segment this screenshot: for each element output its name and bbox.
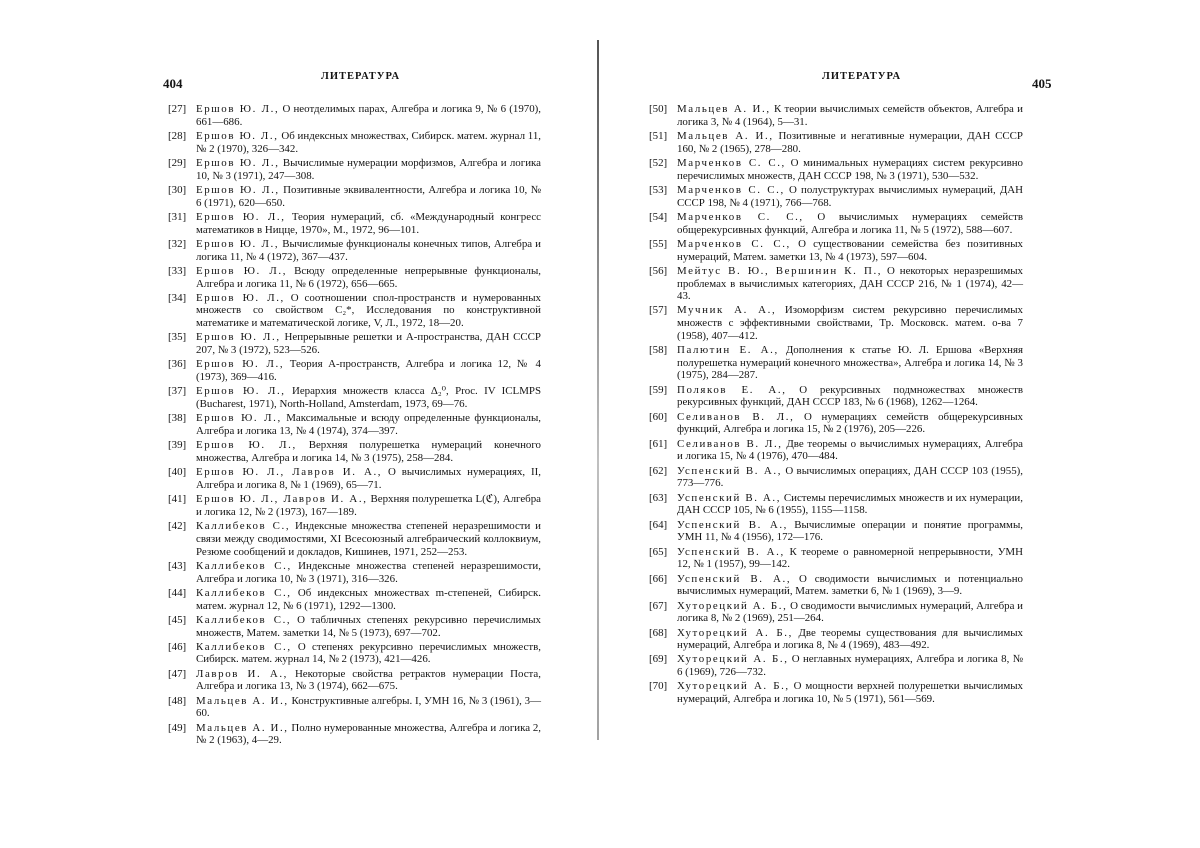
reference-number: [28] — [168, 129, 187, 142]
reference-entry — [168, 412, 541, 437]
reference-author: Ершов Ю. Л., — [196, 183, 280, 196]
reference-text: Две теоремы существования для вычислимых нумераций, Алгебра и логика 8, № 4 (1969), 483—492. — [677, 626, 1023, 652]
reference-number: [54] — [649, 210, 668, 223]
reference-number: [37] — [168, 385, 187, 398]
reference-entry — [168, 722, 541, 747]
reference-entry — [168, 331, 541, 356]
reference-entry — [649, 519, 1023, 544]
reference-text: О неотделимых парах, Алгебра и логика 9, № 6 (1970), 661—686. — [196, 103, 542, 128]
running-head: ЛИТЕРАТУРА — [321, 71, 401, 82]
reference-text: Индексные множества степеней неразрешимости, Алгебра и логика 10, № 3 (1971), 316—326. — [196, 559, 541, 585]
reference-author: Хуторецкий А. Б., — [677, 599, 788, 612]
reference-entry — [168, 238, 541, 263]
reference-text: К теореме о равномерной непрерывности, УМН 12, № 1 (1957), 99—142. — [677, 545, 1023, 571]
reference-author: Мальцев А. И., — [196, 721, 289, 734]
reference-entry — [168, 385, 541, 410]
reference-text: О соотношении спол-пространств и нумерованных множеств со свойством C₂*, Исследования по конструктивной математике и математической логике, V, Л., 1972, 18—20. — [196, 291, 541, 330]
reference-text: Дополнения к статье Ю. Л. Ершова «Верхняя полурешетка нумераций конечного множества», Алгебра и логика 14, № 3 (1975), 284—287. — [677, 344, 1023, 382]
reference-author: Ершов Ю. Л., — [196, 237, 280, 250]
reference-author: Марченков С. С., — [677, 156, 786, 169]
reference-text: О существовании семейства без позитивных нумераций, Матем. заметки 13, № 4 (1973), 597—604. — [677, 237, 1023, 263]
reference-author: Марченков С. С., — [677, 183, 785, 196]
reference-author: Мальцев А. И., — [677, 103, 771, 115]
reference-entry — [168, 695, 541, 720]
reference-author: Мальцев А. И., — [677, 129, 774, 142]
reference-text: Позитивные и негативные нумерации, ДАН СССР 160, № 2 (1965), 278—280. — [677, 129, 1023, 155]
reference-author: Ершов Ю. Л., — [196, 210, 286, 223]
reference-number: [50] — [649, 103, 668, 115]
reference-entry — [649, 465, 1023, 490]
reference-entry — [649, 103, 1023, 128]
reference-number: [49] — [168, 721, 187, 734]
reference-author: Хуторецкий А. Б., — [677, 626, 793, 639]
reference-text: О табличных степенях рекурсивно перечислимых множеств, Матем. заметки 14, № 5 (1973), 697—702. — [196, 613, 541, 639]
reference-number: [52] — [649, 156, 668, 169]
reference-text: О неглавных нумерациях, Алгебра и логика 8, № 6 (1969), 726—732. — [677, 653, 1023, 679]
reference-author: Ершов Ю. Л., Лавров И. А., — [196, 466, 383, 479]
reference-entry — [649, 184, 1023, 209]
reference-author: Каллибеков С., — [196, 586, 292, 599]
reference-entry — [649, 573, 1023, 598]
right-page — [600, 0, 1200, 848]
reference-number: [35] — [168, 331, 187, 344]
reference-author: Ершов Ю. Л., — [196, 291, 285, 304]
reference-number: [29] — [168, 156, 187, 169]
reference-number: [33] — [168, 264, 187, 277]
reference-author: Хуторецкий А. Б., — [677, 680, 790, 693]
reference-text: О рекурсивных подмножествах множеств рекурсивных функций, ДАН СССР 183, № 6 (1968), 1262—1264. — [677, 383, 1023, 409]
reference-number: [59] — [649, 383, 668, 396]
reference-text: О вычислимых нумерациях, II, Алгебра и логика 8, № 1 (1969), 65—71. — [196, 466, 541, 491]
reference-author: Успенский В. А., — [677, 572, 792, 585]
reference-entry — [168, 130, 541, 155]
reference-author: Ершов Ю. Л., — [196, 103, 280, 115]
reference-entry — [649, 344, 1023, 382]
reference-text: Конструктивные алгебры. I, УМН 16, № 3 (1961), 3—60. — [196, 694, 541, 720]
reference-author: Успенский В. А., — [677, 491, 782, 504]
reference-author: Ершов Ю. Л., — [196, 412, 282, 425]
reference-entry — [649, 438, 1023, 463]
reference-entry — [168, 265, 541, 290]
reference-number: [44] — [168, 586, 187, 599]
reference-author: Селиванов В. Л., — [677, 410, 795, 423]
reference-text: О нумерациях семейств общерекурсивных функций, Алгебра и логика 15, № 2 (1976), 205—226. — [677, 410, 1023, 436]
reference-author: Поляков Е. А., — [677, 383, 787, 396]
reference-text: Позитивные эквивалентности, Алгебра и логика 10, № 6 (1971), 620—650. — [196, 183, 542, 209]
reference-number: [38] — [168, 412, 187, 425]
reference-number: [51] — [649, 129, 668, 142]
reference-text: Индексные множества степеней неразрешимости и связи между сводимостями, XI Всесоюзный алгебраический коллоквиум, Резюме сообщений и докладов, Кишинев, 1971, 252—253. — [196, 520, 541, 558]
reference-number: [31] — [168, 210, 187, 223]
reference-entry — [649, 492, 1023, 517]
reference-text: О сводимости вычислимых и потенциально вычислимых нумераций, Матем. заметки 6, № 1 (1969), 3—9. — [677, 572, 1023, 598]
page-number: 404 — [163, 76, 183, 91]
fold-shadow — [597, 40, 599, 740]
reference-number: [32] — [168, 237, 187, 250]
reference-author: Ершов Ю. Л., — [196, 129, 279, 142]
reference-number: [56] — [649, 264, 668, 277]
reference-entry — [168, 211, 541, 236]
reference-text: О полуструктурах вычислимых нумераций, ДАН СССР 198, № 4 (1971), 766—768. — [677, 183, 1023, 209]
reference-entry — [168, 184, 541, 209]
reference-entry — [168, 292, 541, 330]
reference-author: Мучник А. А., — [677, 304, 777, 317]
reference-list — [649, 103, 1023, 707]
reference-author: Каллибеков С., — [196, 613, 292, 626]
reference-entry — [168, 157, 541, 182]
reference-text: О степенях рекурсивно перечислимых множеств, Сибирск. матем. журнал 14, № 2 (1973), 421—426. — [196, 640, 541, 666]
reference-author: Селиванов В. Л., — [677, 437, 783, 450]
reference-number: [66] — [649, 572, 668, 585]
reference-number: [39] — [168, 439, 187, 452]
reference-text: Непрерывные решетки и A-пространства, ДАН СССР 207, № 3 (1972), 523—526. — [196, 331, 541, 357]
reference-entry — [649, 653, 1023, 678]
reference-number: [48] — [168, 694, 187, 707]
reference-text: Вычислимые функционалы конечных типов, Алгебра и логика 11, № 4 (1972), 367—437. — [196, 237, 541, 263]
reference-number: [34] — [168, 291, 187, 304]
reference-entry — [168, 668, 541, 693]
reference-author: Успенский В. А., — [677, 518, 788, 531]
reference-text: Верхняя полурешетка нумераций конечного множества, Алгебра и логика 14, № 3 (1975), 258—284. — [196, 439, 541, 464]
reference-text: О вычислимых нумерациях семейств общерекурсивных функций, Алгебра и логика 11, № 5 (1972), 588—607. — [677, 210, 1023, 236]
reference-text: Об индексных множествах, Сибирск. матем. журнал 11, № 2 (1970), 326—342. — [196, 129, 541, 155]
reference-number: [36] — [168, 358, 187, 371]
reference-text: Изоморфизм систем рекурсивно перечислимых множеств с эффективными свойствами, Тр. Московск. матем. о-ва 7 (1958), 407—412. — [677, 304, 1023, 342]
reference-text: Вычислимые операции и понятие программы, УМН 11, № 4 (1956), 172—176. — [677, 518, 1023, 544]
reference-entry — [649, 238, 1023, 263]
reference-entry — [649, 265, 1023, 303]
reference-number: [53] — [649, 183, 668, 196]
reference-number: [69] — [649, 653, 668, 666]
reference-entry — [168, 614, 541, 639]
reference-author: Ершов Ю. Л., — [196, 331, 281, 344]
reference-number: [47] — [168, 667, 187, 680]
reference-author: Мальцев А. И., — [196, 694, 289, 707]
reference-author: Хуторецкий А. Б., — [677, 653, 789, 666]
reference-number: [43] — [168, 559, 187, 572]
reference-number: [70] — [649, 680, 668, 693]
reference-number: [55] — [649, 237, 668, 250]
reference-entry — [649, 130, 1023, 155]
reference-list — [168, 103, 541, 749]
reference-author: Лавров И. А., — [196, 667, 288, 680]
reference-entry — [168, 103, 541, 128]
reference-author: Ершов Ю. Л., — [196, 385, 286, 398]
reference-number: [65] — [649, 545, 668, 558]
reference-number: [57] — [649, 304, 668, 317]
reference-text: К теории вычислимых семейств объектов, Алгебра и логика 3, № 4 (1964), 5—31. — [677, 103, 1023, 128]
reference-author: Ершов Ю. Л., — [196, 156, 280, 169]
reference-entry — [168, 587, 541, 612]
reference-entry — [168, 466, 541, 491]
reference-text: Вычислимые нумерации морфизмов, Алгебра и логика 10, № 3 (1971), 247—308. — [196, 156, 542, 182]
reference-entry — [168, 439, 541, 464]
reference-entry — [649, 411, 1023, 436]
reference-text: Некоторые свойства ретрактов нумерации Поста, Алгебра и логика 13, № 3 (1974), 662—675. — [196, 667, 541, 693]
reference-entry — [168, 358, 541, 383]
reference-text: Об индексных множествах m-степеней, Сибирск. матем. журнал 12, № 6 (1971), 1292—1300. — [196, 586, 541, 612]
reference-author: Ершов Ю. Л., — [196, 264, 288, 277]
reference-text: Полно нумерованные множества, Алгебра и логика 2, № 2 (1963), 4—29. — [196, 721, 541, 747]
reference-entry — [649, 384, 1023, 409]
reference-author: Палютин Е. А., — [677, 344, 779, 357]
reference-text: Иерархия множеств класса Δ₂⁰, Proc. IV ICLMPS (Bucharest, 1971), North-Holland, Amsterdam, 1973, 69—76. — [196, 385, 542, 411]
reference-entry — [649, 157, 1023, 182]
reference-entry — [168, 641, 541, 666]
reference-text: Максимальные и всюду определенные функционалы, Алгебра и логика 13, № 4 (1974), 374—397. — [196, 412, 542, 438]
reference-text: О мощности верхней полурешетки вычислимых нумераций, Алгебра и логика 10, № 5 (1971), 561—569. — [677, 680, 1023, 706]
reference-author: Каллибеков С., — [196, 640, 292, 653]
reference-number: [58] — [649, 344, 668, 357]
reference-number: [45] — [168, 613, 187, 626]
reference-author: Марченков С. С., — [677, 210, 804, 223]
reference-number: [60] — [649, 410, 668, 423]
reference-number: [68] — [649, 626, 668, 639]
reference-author: Успенский В. А., — [677, 545, 785, 558]
reference-number: [61] — [649, 437, 668, 450]
reference-number: [30] — [168, 183, 187, 196]
reference-text: Системы перечислимых множеств и их нумерации, ДАН СССР 105, № 6 (1955), 1155—1158. — [677, 491, 1023, 517]
reference-number: [62] — [649, 464, 668, 477]
reference-text: О сводимости вычислимых нумераций, Алгебра и логика 8, № 2 (1969), 251—264. — [677, 599, 1024, 625]
reference-entry — [649, 211, 1023, 236]
reference-number: [46] — [168, 640, 187, 653]
reference-number: [41] — [168, 493, 187, 506]
reference-text: Теория нумераций, сб. «Международный конгресс математиков в Ницце, 1970», М., 1972, 96—101. — [196, 210, 541, 236]
reference-entry — [168, 493, 541, 518]
reference-author: Марченков С. С., — [677, 237, 791, 250]
reference-author: Ершов Ю. Л., — [196, 439, 297, 452]
reference-number: [42] — [168, 520, 187, 533]
reference-entry — [649, 627, 1023, 652]
reference-author: Мейтус В. Ю., Вершинин К. П., — [677, 264, 883, 277]
reference-text: О минимальных нумерациях систем рекурсивно перечислимых множеств, ДАН СССР 198, № 3 (1971), 530—532. — [677, 156, 1024, 182]
reference-text: Верхняя полурешетка L(ℭ), Алгебра и логика 12, № 2 (1973), 167—189. — [196, 493, 541, 518]
reference-author: Каллибеков С., — [196, 520, 291, 533]
reference-number: [40] — [168, 466, 187, 479]
reference-entry — [649, 304, 1023, 342]
reference-author: Каллибеков С., — [196, 559, 292, 572]
reference-entry — [168, 560, 541, 585]
reference-text: Теория A-пространств, Алгебра и логика 12, № 4 (1973), 369—416. — [196, 358, 541, 384]
reference-number: [63] — [649, 491, 668, 504]
running-head: ЛИТЕРАТУРА — [822, 71, 902, 82]
reference-number: [64] — [649, 518, 668, 531]
reference-entry — [649, 546, 1023, 571]
reference-number: [27] — [168, 103, 187, 115]
reference-text: Всюду определенные непрерывные функционалы, Алгебра и логика 11, № 6 (1972), 656—665. — [196, 264, 542, 290]
reference-text: Две теоремы о вычислимых нумерациях, Алгебра и логика 15, № 4 (1976), 470—484. — [677, 437, 1023, 463]
reference-text: О вычислимых операциях, ДАН СССР 103 (1955), 773—776. — [677, 464, 1023, 490]
reference-entry — [649, 600, 1023, 625]
reference-entry — [168, 520, 541, 558]
reference-text: О некоторых неразрешимых проблемах в вычислимых категориях, ДАН СССР 216, № 1 (1974), 42—43. — [677, 264, 1023, 303]
reference-author: Ершов Ю. Л., Лавров И. А., — [196, 493, 368, 506]
reference-number: [67] — [649, 599, 668, 612]
page-number: 405 — [1032, 76, 1052, 91]
reference-author: Успенский В. А., — [677, 464, 783, 477]
reference-entry — [649, 680, 1023, 705]
reference-author: Ершов Ю. Л., — [196, 358, 285, 371]
